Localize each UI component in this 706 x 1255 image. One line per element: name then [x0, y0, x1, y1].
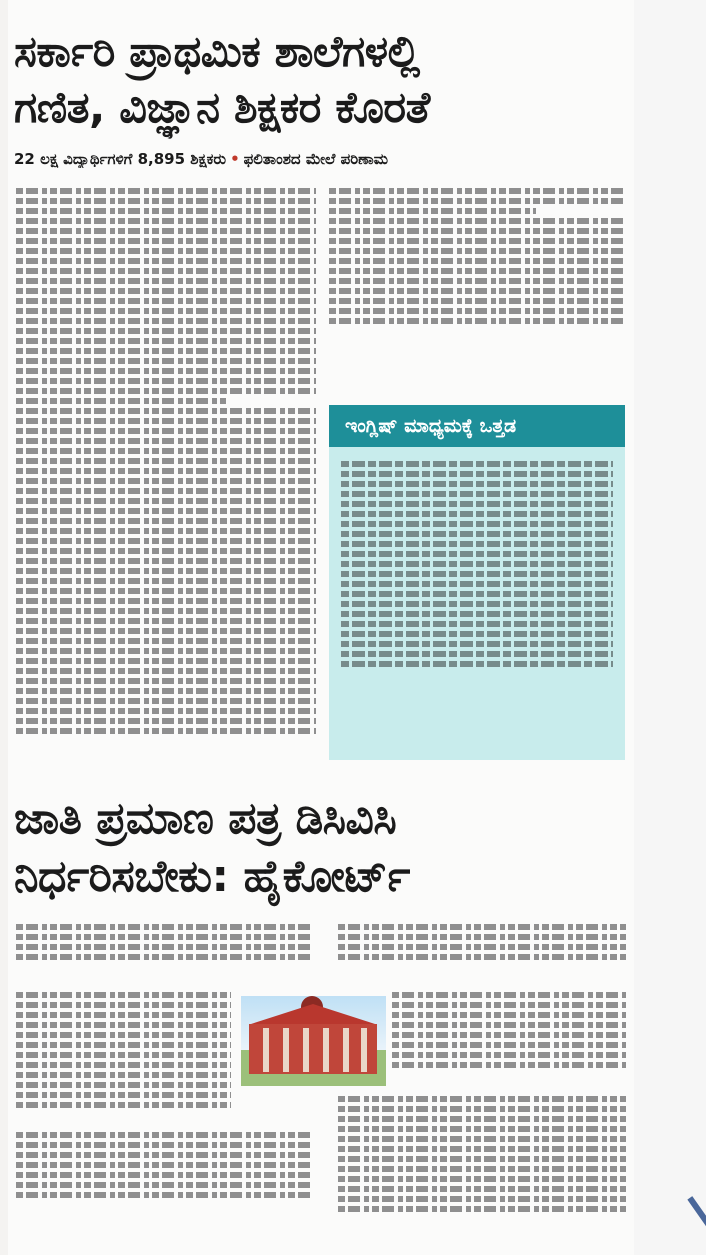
- sidebar-box: [329, 405, 625, 760]
- subheadline-separator: •: [230, 150, 240, 168]
- article1-subheadline: [14, 150, 626, 168]
- article1-headline-line1: ಸರ್ಕಾರಿ ಪ್ರಾಥಮಿಕ ಶಾಲೆಗಳಲ್ಲಿ: [14, 27, 420, 77]
- article2-column-right-wrap: [392, 988, 626, 1072]
- article2-headline-line2: ನಿರ್ಧರಿಸಬೇಕು: ಹೈಕೋರ್ಟ್: [14, 851, 410, 902]
- article1-column-right: [329, 184, 625, 328]
- article2-column-left-wrap: [16, 988, 231, 1112]
- page-margin: [634, 0, 706, 1255]
- high-court-photo: [241, 996, 386, 1086]
- sidebar-box-heading: ಇಂಗ್ಲಿಷ್ ಮಾಧ್ಯಮಕ್ಕೆ ಒತ್ತಡ: [329, 405, 625, 447]
- article2-column-right-bottom: [338, 1092, 626, 1216]
- article2-column-left-bottom: [16, 1128, 312, 1202]
- article2-column-right-top: [338, 920, 626, 964]
- subheadline-left: 22 ಲಕ್ಷ ವಿದ್ಯಾರ್ಥಿಗಳಿಗೆ 8,895 ಶಿಕ್ಷಕರು: [14, 150, 227, 168]
- sidebar-box-body: [329, 447, 625, 681]
- article2-column-left-top: [16, 920, 312, 964]
- article2-headline-line1: ಜಾತಿ ಪ್ರಮಾಣ ಪತ್ರ ಡಿಸಿವಿಸಿ: [14, 793, 397, 844]
- article1-headline: [14, 24, 626, 136]
- article1-column-left: [16, 184, 316, 738]
- article1-headline-line2: ಗಣಿತ, ವಿಜ್ಞಾನ ಶಿಕ್ಷಕರ ಕೊರತೆ: [14, 83, 430, 133]
- article2-headline: [14, 790, 626, 906]
- subheadline-right: ಫಲಿತಾಂಶದ ಮೇಲೆ ಪರಿಣಾಮ: [243, 150, 388, 168]
